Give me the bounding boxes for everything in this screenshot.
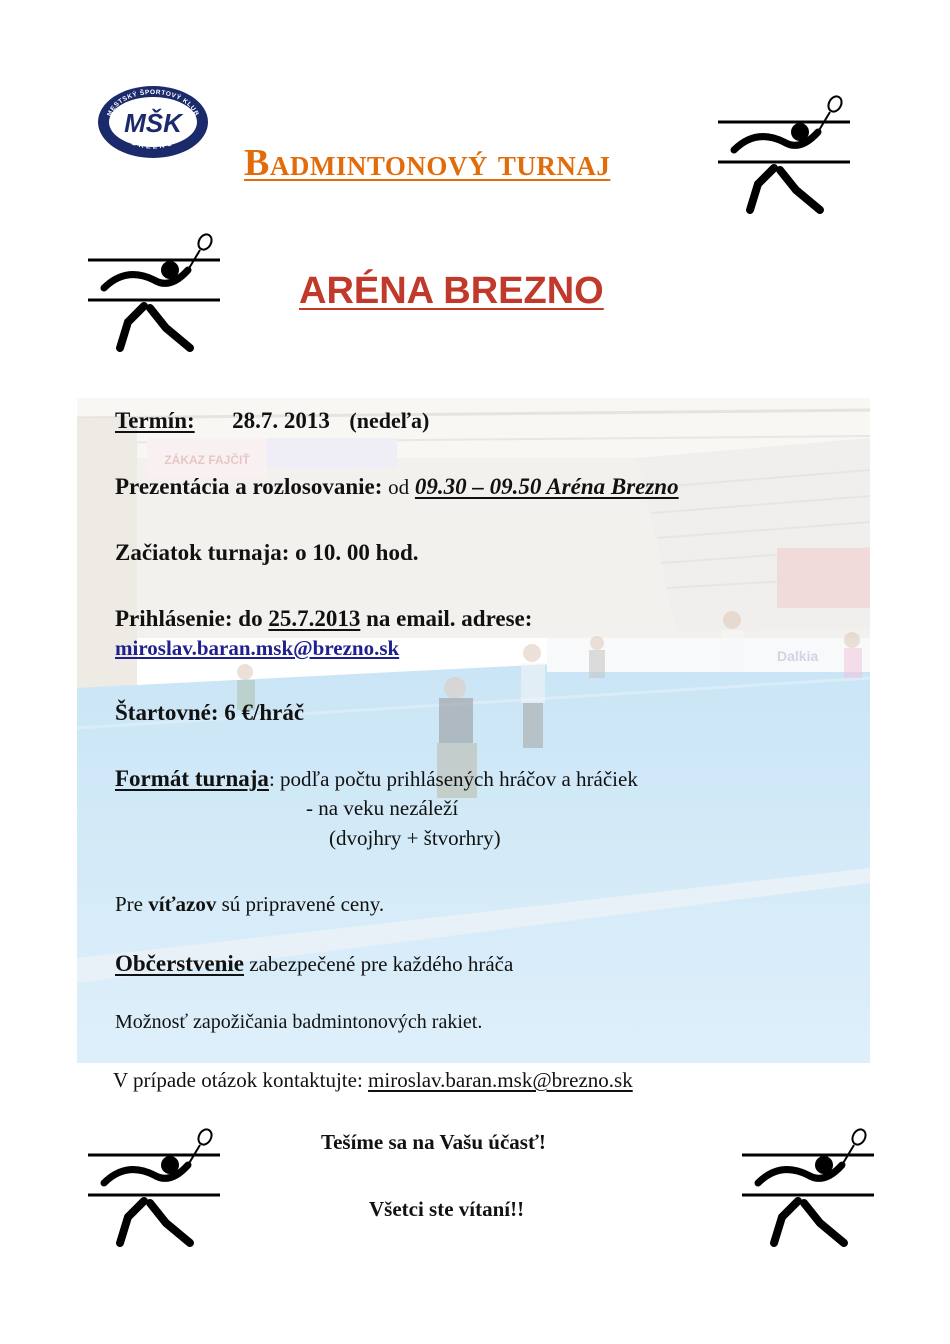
photo-sign-no-smoking: ZÁKAZ FAJČIŤ: [164, 453, 250, 467]
obcerstvenie-line: [115, 951, 513, 977]
prezentacia-label: Prezentácia a rozlosovanie:: [115, 474, 383, 499]
photo-sign-sponsor: Dalkia: [777, 648, 819, 664]
prezentacia-line: [115, 474, 679, 500]
prezentacia-od: od: [388, 475, 410, 499]
prihlasenie-line: [115, 606, 532, 632]
logo-mark: MŠK: [124, 108, 182, 138]
venue-title: ARÉNA BREZNO: [299, 270, 604, 312]
termin-day: (nedeľa): [349, 408, 430, 433]
format-line3: (dvojhry + štvorhry): [329, 826, 501, 850]
closing-line-1: Tešíme sa na Vašu účasť!: [321, 1130, 546, 1154]
format-line2: - na veku nezáleží: [306, 796, 459, 820]
contact-email[interactable]: miroslav.baran.msk@brezno.sk: [368, 1068, 633, 1092]
zaciatok-line: Začiatok turnaja: o 10. 00 hod.: [115, 540, 419, 565]
termin-label: Termín:: [115, 408, 195, 433]
format-label: Formát turnaja: [115, 766, 269, 791]
badminton-player-icon: [84, 230, 224, 360]
msk-logo: [96, 84, 210, 160]
termin-line: [115, 408, 429, 434]
prezentacia-time: 09.30 – 09.50 Aréna Brezno: [414, 474, 679, 499]
logo-top-text: MESTSKÝ ŠPORTOVÝ KLUB: [106, 89, 200, 118]
obcerstvenie-rest: zabezpečené pre každého hráča: [249, 952, 514, 976]
startovne-line: Štartovné: 6 €/hráč: [115, 700, 305, 725]
email-link[interactable]: miroslav.baran.msk@brezno.sk: [115, 636, 400, 660]
prihlasenie-suffix: na email. adrese:: [366, 606, 533, 631]
obcerstvenie-label: Občerstvenie: [115, 951, 245, 976]
prihlasenie-prefix: Prihlásenie: do: [115, 606, 263, 631]
ceny-rest: sú pripravené ceny.: [221, 892, 385, 916]
badminton-player-icon: [738, 1125, 878, 1255]
format-colon: :: [268, 767, 275, 791]
contact-line: [113, 1068, 633, 1093]
ceny-bold: víťazov: [148, 892, 217, 916]
ceny-pre: Pre: [115, 892, 143, 916]
badminton-player-icon: [84, 1125, 224, 1255]
format-line: [115, 766, 638, 792]
termin-date: 28.7. 2013: [232, 408, 330, 433]
contact-prefix: V prípade otázok kontaktujte:: [113, 1068, 363, 1092]
page-title: Badmintonový turnaj: [244, 142, 611, 184]
rakety-line: Možnosť zapožičania badmintonových rakiet.: [115, 1011, 483, 1033]
format-line1: podľa počtu prihlásených hráčov a hráčiek: [280, 767, 638, 791]
badminton-player-icon: [714, 92, 854, 222]
logo-bottom-text: BREZNO: [130, 139, 176, 151]
closing-line-2: Všetci ste vítaní!!: [369, 1197, 525, 1221]
prihlasenie-date: 25.7.2013: [268, 606, 361, 631]
ceny-line: [115, 892, 384, 917]
